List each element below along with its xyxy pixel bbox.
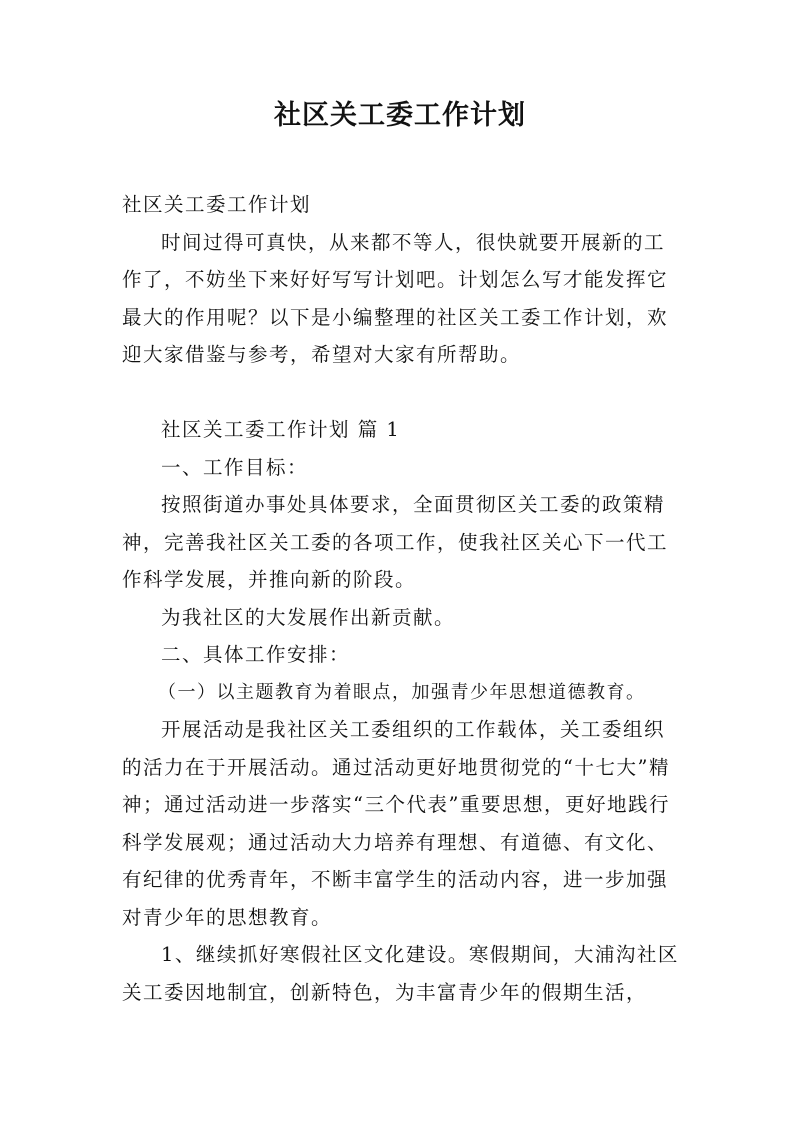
paragraph: 1、继续抓好寒假社区文化建设。寒假期间，大浦沟社区关工委因地制宜，创新特色，为丰富青少年的假期生活， <box>122 943 679 1004</box>
section-heading: 社区关工委工作计划 篇 1 <box>161 418 401 441</box>
document-title: 社区关工委工作计划 <box>274 100 526 131</box>
paragraph: 开展活动是我社区关工委组织的工作载体，关工委组织的活力在于开展活动。通过活动更好地贯彻党的“十七大”精神；通过活动进一步落实“三个代表”重要思想，更好地践行科学发展观；通过活动大力培养有理想、有道德、有文化、有纪律的优秀青年，不断丰富学生的活动内容，进一步加强对青少年的思想教育。 <box>122 718 670 929</box>
section-heading: 一、工作目标： <box>161 455 309 479</box>
paragraph: 为我社区的大发展作出新贡献。 <box>161 605 456 629</box>
section-heading: 二、具体工作安排： <box>161 643 351 666</box>
blank-line <box>122 374 682 412</box>
document-body <box>122 186 682 1011</box>
paragraph: 按照街道办事处具体要求，全面贯彻区关工委的政策精神，完善我社区关工委的各项工作，使我社区关心下一代工作科学发展，并推向新的阶段。 <box>122 493 669 591</box>
subsection-heading: （一）以主题教育为着眼点，加强青少年思想道德教育。 <box>158 681 646 703</box>
paragraph: 社区关工委工作计划 <box>122 193 312 216</box>
paragraph: 时间过得可真快，从来都不等人，很快就要开展新的工作了，不妨坐下来好好写写计划吧。计划怎么写才能发挥它最大的作用呢？以下是小编整理的社区关工委工作计划，欢迎大家借鉴与参考，希望对大家有所帮助。 <box>122 230 669 366</box>
